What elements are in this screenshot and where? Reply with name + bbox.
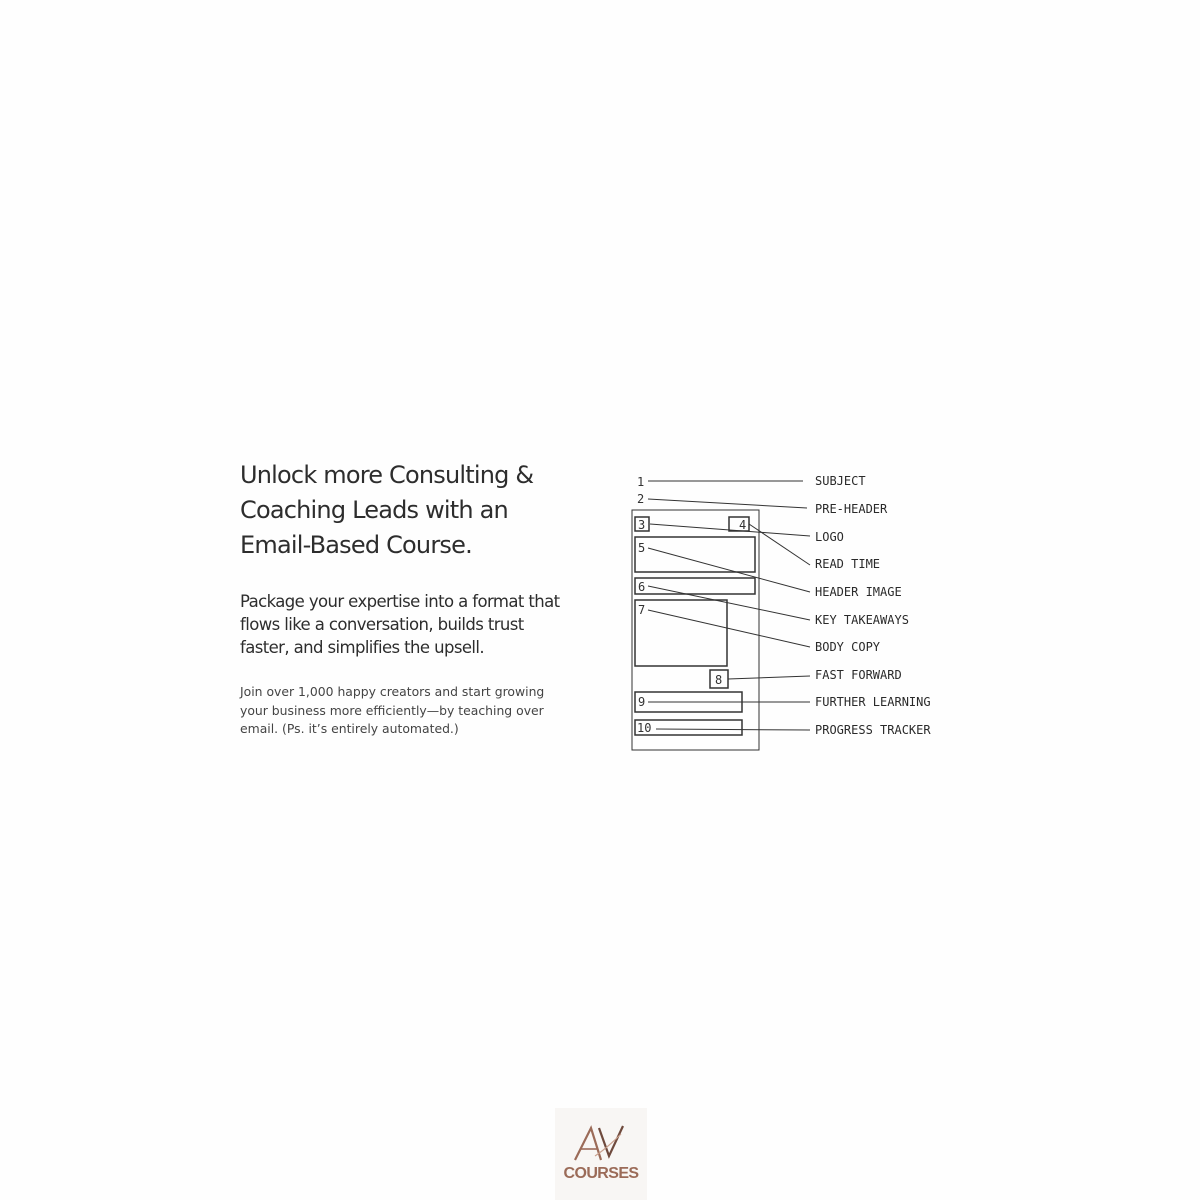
diagram-label-read-time: READ TIME (815, 557, 881, 571)
diagram-label-header-image: HEADER IMAGE (815, 585, 902, 599)
diagram-label-subject: SUBJECT (815, 474, 866, 488)
leader-line-3 (650, 524, 810, 536)
diagram-number-7: 7 (638, 603, 646, 617)
leader-line-5 (648, 548, 810, 592)
headline: Unlock more Consulting & Coaching Leads with an Email-Based Course. (240, 461, 534, 559)
diagram-number-2: 2 (637, 492, 645, 506)
diagram-number-1: 1 (637, 475, 645, 489)
body-copy: Join over 1,000 happy creators and start growing your business more efficiently—by teaching over email. (Ps. it’s entirely automated.) (240, 684, 545, 736)
diagram-number-3: 3 (638, 518, 646, 532)
diagram-label-further-learning: FURTHER LEARNING (815, 695, 931, 709)
diagram-number-9: 9 (638, 695, 646, 709)
diagram-number-8: 8 (715, 673, 723, 687)
key-takeaways-box (635, 578, 755, 594)
leader-line-10 (656, 729, 810, 730)
leader-line-8 (728, 676, 810, 679)
leader-line-2 (648, 499, 807, 508)
brand-logo (555, 1108, 647, 1200)
email-frame (632, 510, 759, 750)
diagram-label-pre-header: PRE-HEADER (815, 502, 888, 516)
diagram-label-progress-tracker: PROGRESS TRACKER (815, 723, 931, 737)
leader-line-4 (749, 524, 810, 565)
header-image-box (635, 537, 755, 572)
email-anatomy-diagram (620, 470, 960, 760)
av-monogram-icon (571, 1122, 631, 1166)
diagram-number-10: 10 (637, 721, 652, 735)
leader-line-6 (648, 586, 810, 620)
diagram-label-body-copy: BODY COPY (815, 640, 881, 654)
diagram-label-logo: LOGO (815, 530, 844, 544)
diagram-label-fast-forward: FAST FORWARD (815, 668, 902, 682)
diagram-number-5: 5 (638, 541, 646, 555)
diagram-number-4: 4 (739, 518, 747, 532)
diagram-label-key-takeaways: KEY TAKEAWAYS (815, 613, 909, 627)
diagram-number-6: 6 (638, 580, 646, 594)
logo-text: COURSES (563, 1165, 639, 1182)
leader-line-7 (648, 610, 810, 647)
subheadline: Package your expertise into a format that flows like a conversation, builds trust faster, and simplifies the upsell. (240, 592, 560, 657)
